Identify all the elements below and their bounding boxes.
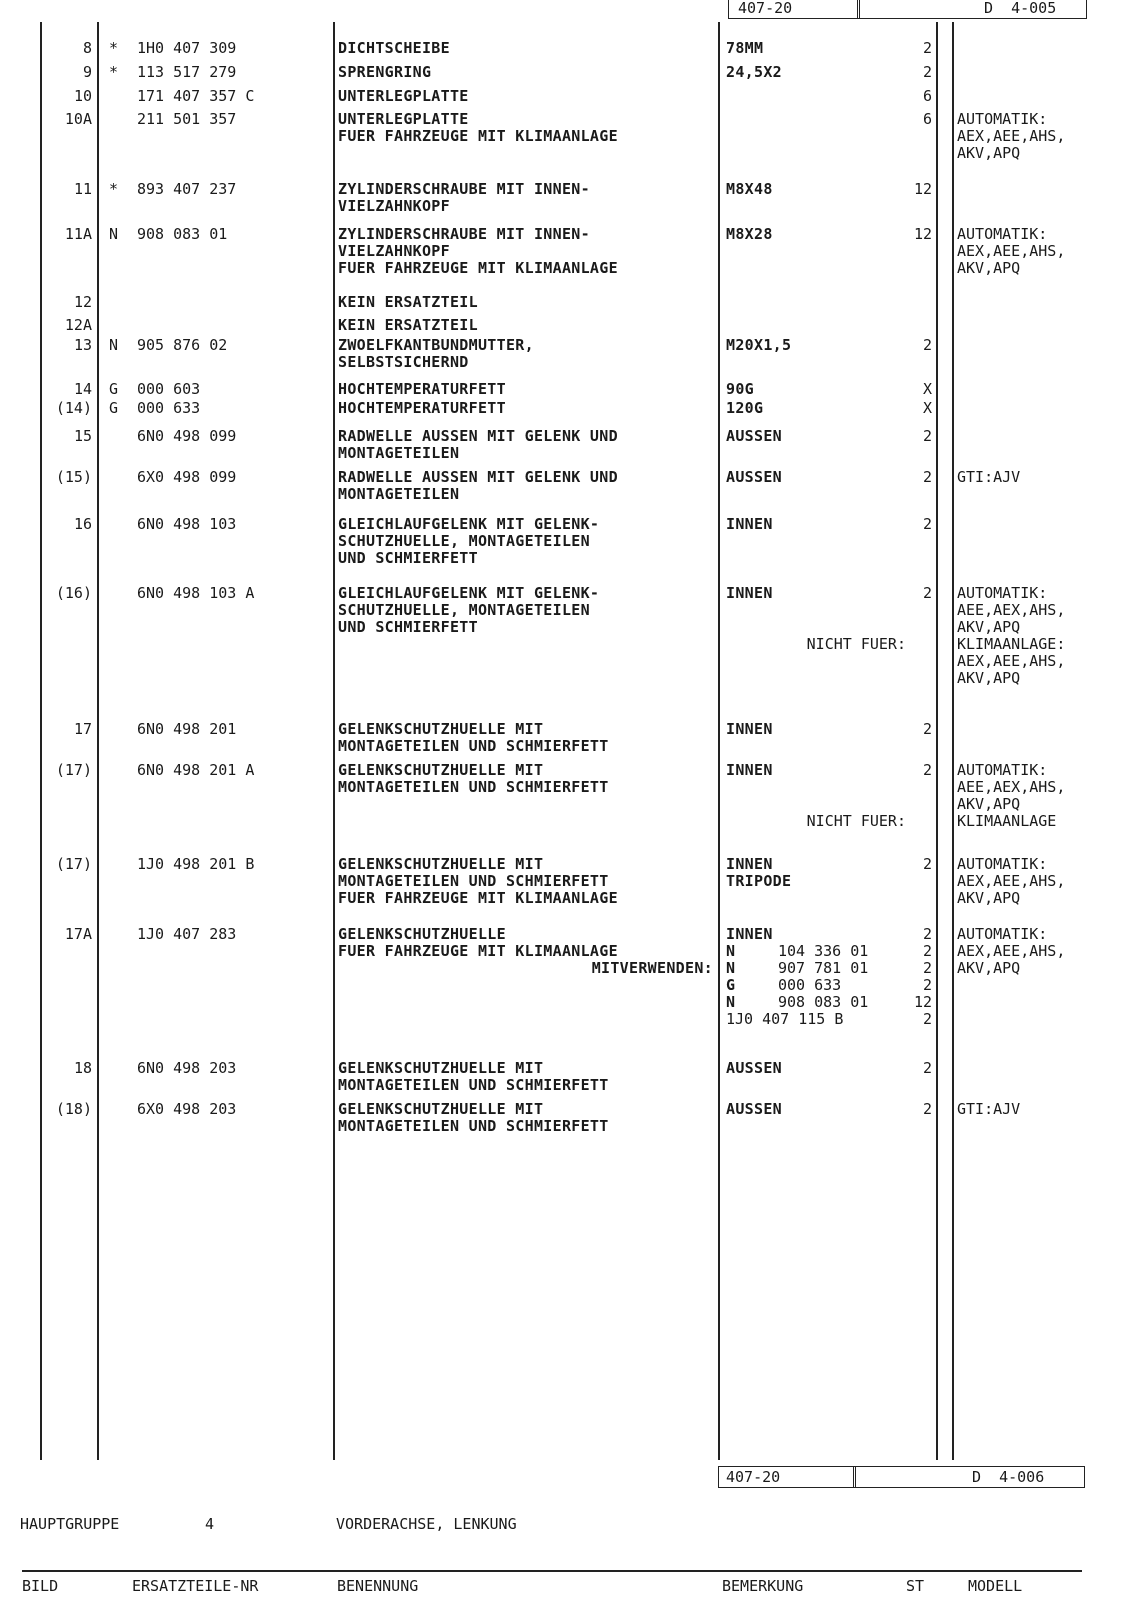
row-number: 14 xyxy=(73,380,92,398)
col-header-rem: BEMERKUNG xyxy=(722,1577,804,1595)
sub-part: 908 083 01 xyxy=(778,993,869,1011)
note-not-for: NICHT FUER: xyxy=(806,635,906,653)
part-number: 211 501 357 xyxy=(137,110,237,128)
qty: X xyxy=(922,399,932,417)
part-number: 113 517 279 xyxy=(137,63,237,81)
qty: 6 xyxy=(922,87,932,105)
qty: 2 xyxy=(922,720,932,738)
row-prefix: N xyxy=(109,225,119,243)
desc-line: DICHTSCHEIBE xyxy=(338,39,450,57)
sub-part: 000 633 xyxy=(778,976,842,994)
row-number: 9 xyxy=(82,63,92,81)
remark-line: INNEN xyxy=(726,515,773,533)
desc-line: MONTAGETEILEN UND SCHMIERFETT xyxy=(338,1076,609,1094)
row-number: 10A xyxy=(64,110,92,128)
desc-line: KEIN ERSATZTEIL xyxy=(338,316,478,334)
remark-line: INNEN xyxy=(726,925,773,943)
remark-line: INNEN xyxy=(726,720,773,738)
row-prefix: * xyxy=(109,180,119,198)
desc-line: GELENKSCHUTZHUELLE MIT xyxy=(338,1059,544,1077)
qty: 12 xyxy=(913,225,932,243)
model-line: AKV,APQ xyxy=(957,669,1021,687)
part-number: 893 407 237 xyxy=(137,180,237,198)
desc-line: FUER FAHRZEUGE MIT KLIMAANLAGE xyxy=(338,259,618,277)
row-number: 17 xyxy=(73,720,92,738)
remark-line: 90G xyxy=(726,380,754,398)
rule-left xyxy=(40,22,42,1460)
qty: 2 xyxy=(922,584,932,602)
desc-line: SCHUTZHUELLE, MONTAGETEILEN xyxy=(338,601,590,619)
sub-qty: 2 xyxy=(922,976,932,994)
part-number: 6N0 498 203 xyxy=(137,1059,237,1077)
row-number: 10 xyxy=(73,87,92,105)
rule-part xyxy=(333,22,335,1460)
rule-rem xyxy=(936,22,938,1460)
part-number: 6N0 498 103 xyxy=(137,515,237,533)
desc-line: UNTERLEGPLATTE xyxy=(338,110,469,128)
row-number: 17A xyxy=(64,925,92,943)
col-header-part: ERSATZTEILE-NR xyxy=(132,1577,259,1595)
sub-qty: 2 xyxy=(922,942,932,960)
model-line: AEX,AEE,AHS, xyxy=(957,652,1066,670)
desc-line: UND SCHMIERFETT xyxy=(338,618,478,636)
part-number: 908 083 01 xyxy=(137,225,228,243)
part-number: 1J0 407 283 xyxy=(137,925,237,943)
footer-group-code: 407-20 xyxy=(726,1468,781,1486)
row-number: 11 xyxy=(73,180,92,198)
model-line: AKV,APQ xyxy=(957,959,1021,977)
model-line: AEX,AEE,AHS, xyxy=(957,872,1066,890)
sub-prefix: N xyxy=(726,959,736,977)
part-number: 6N0 498 099 xyxy=(137,427,237,445)
footer-page-code: D 4-006 xyxy=(972,1468,1045,1486)
sub-part: 907 781 01 xyxy=(778,959,869,977)
part-number: 6N0 498 201 A xyxy=(137,761,255,779)
model-line: AUTOMATIK: xyxy=(957,110,1048,128)
qty: 2 xyxy=(922,855,932,873)
qty: 2 xyxy=(922,1059,932,1077)
remark-line: AUSSEN xyxy=(726,1059,782,1077)
row-number: 11A xyxy=(64,225,92,243)
row-number: (15) xyxy=(55,468,92,486)
sub-qty: 12 xyxy=(913,993,932,1011)
col-header-qty: ST xyxy=(906,1577,925,1595)
model-line: GTI:AJV xyxy=(957,468,1021,486)
desc-line: GELENKSCHUTZHUELLE xyxy=(338,925,506,943)
desc-line: SCHUTZHUELLE, MONTAGETEILEN xyxy=(338,532,590,550)
col-header-desc: BENENNUNG xyxy=(337,1577,419,1595)
desc-line: GLEICHLAUFGELENK MIT GELENK- xyxy=(338,584,600,602)
sub-prefix: N xyxy=(726,942,736,960)
group-code: 407-20 xyxy=(738,0,793,17)
remark-line: INNEN xyxy=(726,761,773,779)
model-line: AUTOMATIK: xyxy=(957,925,1048,943)
rule-bild xyxy=(97,22,99,1460)
row-number: (16) xyxy=(55,584,92,602)
model-line: AUTOMATIK: xyxy=(957,855,1048,873)
remark-line: TRIPODE xyxy=(726,872,792,890)
col-header-model: MODELL xyxy=(968,1577,1023,1595)
part-number: 905 876 02 xyxy=(137,336,228,354)
part-number: 000 603 xyxy=(137,380,201,398)
header-rule xyxy=(22,1570,1082,1572)
row-number: 12A xyxy=(64,316,92,334)
desc-line: GELENKSCHUTZHUELLE MIT xyxy=(338,761,544,779)
row-number: (17) xyxy=(55,761,92,779)
sub-prefix: N xyxy=(726,993,736,1011)
desc-line: FUER FAHRZEUGE MIT KLIMAANLAGE xyxy=(338,889,618,907)
model-line: AKV,APQ xyxy=(957,259,1021,277)
sub-qty: 2 xyxy=(922,1010,932,1028)
qty: 2 xyxy=(922,515,932,533)
model-line: AUTOMATIK: xyxy=(957,761,1048,779)
desc-line: FUER FAHRZEUGE MIT KLIMAANLAGE xyxy=(338,942,618,960)
row-number: (17) xyxy=(55,855,92,873)
remark-line: AUSSEN xyxy=(726,427,782,445)
row-number: (14) xyxy=(55,399,92,417)
desc-line: HOCHTEMPERATURFETT xyxy=(338,380,506,398)
remark-line: 78MM xyxy=(726,39,764,57)
desc-line: MONTAGETEILEN xyxy=(338,444,460,462)
row-prefix: G xyxy=(109,399,119,417)
model-line: AEE,AEX,AHS, xyxy=(957,778,1066,796)
row-prefix: * xyxy=(109,63,119,81)
qty: 2 xyxy=(922,336,932,354)
qty: 2 xyxy=(922,1100,932,1118)
model-line: AUTOMATIK: xyxy=(957,225,1048,243)
desc-line: RADWELLE AUSSEN MIT GELENK UND xyxy=(338,468,618,486)
part-number: 6N0 498 201 xyxy=(137,720,237,738)
rule-desc xyxy=(718,22,720,1460)
remark-line: INNEN xyxy=(726,855,773,873)
model-line: KLIMAANLAGE: xyxy=(957,635,1066,653)
remark-line: M20X1,5 xyxy=(726,336,792,354)
desc-line: VIELZAHNKOPF xyxy=(338,197,450,215)
sub-part: 1J0 407 115 B xyxy=(726,1010,844,1028)
qty: 12 xyxy=(913,180,932,198)
part-number: 171 407 357 C xyxy=(137,87,255,105)
page-code: D 4-005 xyxy=(984,0,1057,17)
qty: 2 xyxy=(922,63,932,81)
desc-line: MONTAGETEILEN xyxy=(338,485,460,503)
row-prefix: G xyxy=(109,380,119,398)
row-number: 16 xyxy=(73,515,92,533)
main-group-label: HAUPTGRUPPE xyxy=(20,1515,120,1533)
footer-page-code-box xyxy=(853,1466,1085,1488)
rule-qty xyxy=(952,22,954,1460)
desc-line: SPRENGRING xyxy=(338,63,432,81)
part-number: 6X0 498 203 xyxy=(137,1100,237,1118)
desc-line: VIELZAHNKOPF xyxy=(338,242,450,260)
part-number: 000 633 xyxy=(137,399,201,417)
model-line: AKV,APQ xyxy=(957,795,1021,813)
desc-line: FUER FAHRZEUGE MIT KLIMAANLAGE xyxy=(338,127,618,145)
desc-line: ZYLINDERSCHRAUBE MIT INNEN- xyxy=(338,180,590,198)
sub-part: 104 336 01 xyxy=(778,942,869,960)
remark-line: AUSSEN xyxy=(726,468,782,486)
desc-line: HOCHTEMPERATURFETT xyxy=(338,399,506,417)
desc-line: MONTAGETEILEN UND SCHMIERFETT xyxy=(338,737,609,755)
row-number: (18) xyxy=(55,1100,92,1118)
remark-line: M8X28 xyxy=(726,225,773,243)
desc-line: GLEICHLAUFGELENK MIT GELENK- xyxy=(338,515,600,533)
main-group-title: VORDERACHSE, LENKUNG xyxy=(336,1515,517,1533)
col-header-bild: BILD xyxy=(22,1577,59,1595)
row-prefix: N xyxy=(109,336,119,354)
desc-line: MONTAGETEILEN UND SCHMIERFETT xyxy=(338,778,609,796)
qty: 2 xyxy=(922,761,932,779)
qty: 2 xyxy=(922,39,932,57)
desc-line: UNTERLEGPLATTE xyxy=(338,87,469,105)
desc-line: MONTAGETEILEN UND SCHMIERFETT xyxy=(338,872,609,890)
qty: 6 xyxy=(922,110,932,128)
part-number: 1J0 498 201 B xyxy=(137,855,255,873)
desc-line: MITVERWENDEN: xyxy=(591,959,713,977)
model-line: AKV,APQ xyxy=(957,618,1021,636)
model-line: GTI:AJV xyxy=(957,1100,1021,1118)
desc-line: KEIN ERSATZTEIL xyxy=(338,293,478,311)
part-number: 1H0 407 309 xyxy=(137,39,237,57)
desc-line: MONTAGETEILEN UND SCHMIERFETT xyxy=(338,1117,609,1135)
model-line: KLIMAANLAGE xyxy=(957,812,1057,830)
row-prefix: * xyxy=(109,39,119,57)
model-line: AKV,APQ xyxy=(957,889,1021,907)
remark-line: AUSSEN xyxy=(726,1100,782,1118)
main-group-num: 4 xyxy=(205,1515,215,1533)
part-number: 6X0 498 099 xyxy=(137,468,237,486)
row-number: 12 xyxy=(73,293,92,311)
desc-line: ZYLINDERSCHRAUBE MIT INNEN- xyxy=(338,225,590,243)
qty: 2 xyxy=(922,925,932,943)
sub-prefix: G xyxy=(726,976,736,994)
row-number: 13 xyxy=(73,336,92,354)
model-line: AKV,APQ xyxy=(957,144,1021,162)
desc-line: ZWOELFKANTBUNDMUTTER, xyxy=(338,336,534,354)
remark-line: INNEN xyxy=(726,584,773,602)
remark-line: 24,5X2 xyxy=(726,63,782,81)
note-not-for: NICHT FUER: xyxy=(806,812,906,830)
qty: 2 xyxy=(922,468,932,486)
model-line: AUTOMATIK: xyxy=(957,584,1048,602)
model-line: AEX,AEE,AHS, xyxy=(957,942,1066,960)
remark-line: M8X48 xyxy=(726,180,773,198)
model-line: AEX,AEE,AHS, xyxy=(957,242,1066,260)
desc-line: SELBSTSICHERND xyxy=(338,353,469,371)
sub-qty: 2 xyxy=(922,959,932,977)
desc-line: RADWELLE AUSSEN MIT GELENK UND xyxy=(338,427,618,445)
remark-line: 120G xyxy=(726,399,764,417)
desc-line: GELENKSCHUTZHUELLE MIT xyxy=(338,855,544,873)
qty: 2 xyxy=(922,427,932,445)
row-number: 15 xyxy=(73,427,92,445)
row-number: 18 xyxy=(73,1059,92,1077)
model-line: AEX,AEE,AHS, xyxy=(957,127,1066,145)
qty: X xyxy=(922,380,932,398)
desc-line: GELENKSCHUTZHUELLE MIT xyxy=(338,720,544,738)
model-line: AEE,AEX,AHS, xyxy=(957,601,1066,619)
desc-line: GELENKSCHUTZHUELLE MIT xyxy=(338,1100,544,1118)
part-number: 6N0 498 103 A xyxy=(137,584,255,602)
desc-line: UND SCHMIERFETT xyxy=(338,549,478,567)
row-number: 8 xyxy=(82,39,92,57)
